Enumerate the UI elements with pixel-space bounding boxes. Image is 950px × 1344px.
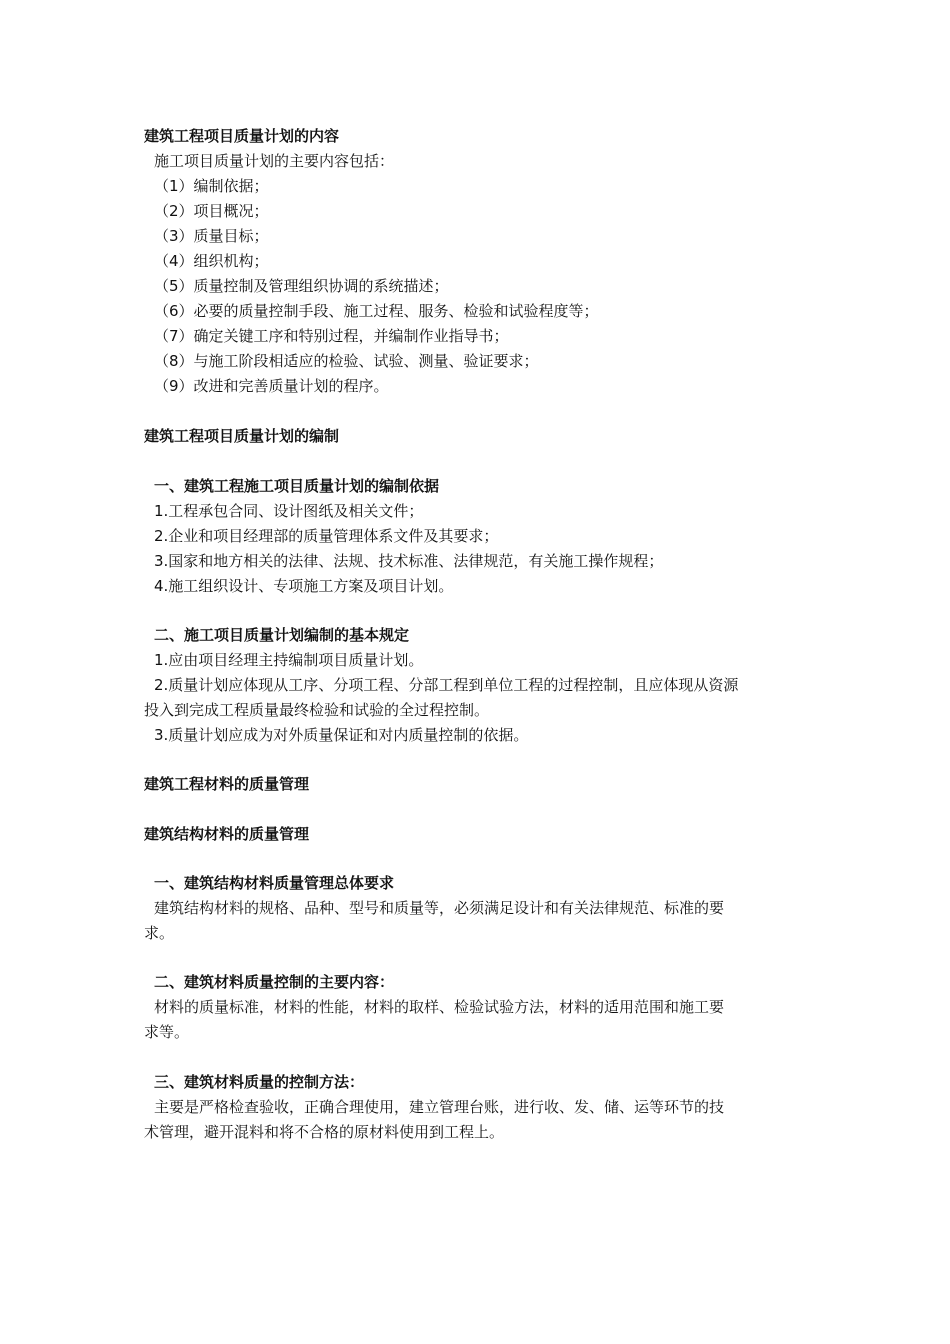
list-item: （8）与施工阶段相适应的检验、试验、测量、验证要求；	[154, 352, 539, 370]
section-title: 建筑工程项目质量计划的编制	[144, 427, 340, 445]
list-item-continuation: 投入到完成工程质量最终检验和试验的全过程控制。	[144, 701, 490, 719]
list-item: 1.工程承包合同、设计图纸及相关文件；	[154, 502, 424, 520]
list-item: 2.质量计划应体现从工序、分项工程、分部工程到单位工程的过程控制，且应体现从资源	[154, 676, 739, 694]
list-item: （9）改进和完善质量计划的程序。	[154, 377, 389, 395]
section-subtitle: 建筑结构材料的质量管理	[144, 825, 310, 843]
subsection-heading: 二、建筑材料质量控制的主要内容：	[154, 973, 395, 991]
list-item: 2.企业和项目经理部的质量管理体系文件及其要求；	[154, 527, 499, 545]
list-item: （7）确定关键工序和特别过程，并编制作业指导书；	[154, 327, 509, 345]
subsection-heading: 一、建筑结构材料质量管理总体要求	[154, 874, 395, 892]
paragraph: 施工项目质量计划的主要内容包括：	[154, 152, 395, 170]
list-item: 1.应由项目经理主持编制项目质量计划。	[154, 651, 424, 669]
subsection-heading: 三、建筑材料质量的控制方法：	[154, 1073, 365, 1091]
section-title: 建筑工程材料的质量管理	[144, 775, 310, 793]
paragraph: 建筑结构材料的规格、品种、型号和质量等，必须满足设计和有关法律规范、标准的要	[154, 899, 725, 917]
paragraph: 主要是严格检查验收，正确合理使用，建立管理台账，进行收、发、储、运等环节的技	[154, 1098, 725, 1116]
list-item: 3.质量计划应成为对外质量保证和对内质量控制的依据。	[154, 726, 529, 744]
paragraph: 材料的质量标准，材料的性能，材料的取样、检验试验方法，材料的适用范围和施工要	[154, 998, 725, 1016]
paragraph-continuation: 术管理，避开混料和将不合格的原材料使用到工程上。	[144, 1123, 505, 1141]
paragraph-continuation: 求。	[144, 924, 175, 942]
list-item: （4）组织机构；	[154, 252, 269, 270]
paragraph-continuation: 求等。	[144, 1023, 190, 1041]
subsection-heading: 一、建筑工程施工项目质量计划的编制依据	[154, 477, 440, 495]
list-item: （2）项目概况；	[154, 202, 269, 220]
list-item: 3.国家和地方相关的法律、法规、技术标准、法律规范，有关施工操作规程；	[154, 552, 664, 570]
list-item: （3）质量目标；	[154, 227, 269, 245]
list-item: （5）质量控制及管理组织协调的系统描述；	[154, 277, 449, 295]
list-item: 4.施工组织设计、专项施工方案及项目计划。	[154, 577, 454, 595]
list-item: （6）必要的质量控制手段、施工过程、服务、检验和试验程度等；	[154, 302, 599, 320]
section-title: 建筑工程项目质量计划的内容	[144, 127, 340, 145]
subsection-heading: 二、施工项目质量计划编制的基本规定	[154, 626, 410, 644]
list-item: （1）编制依据；	[154, 177, 269, 195]
